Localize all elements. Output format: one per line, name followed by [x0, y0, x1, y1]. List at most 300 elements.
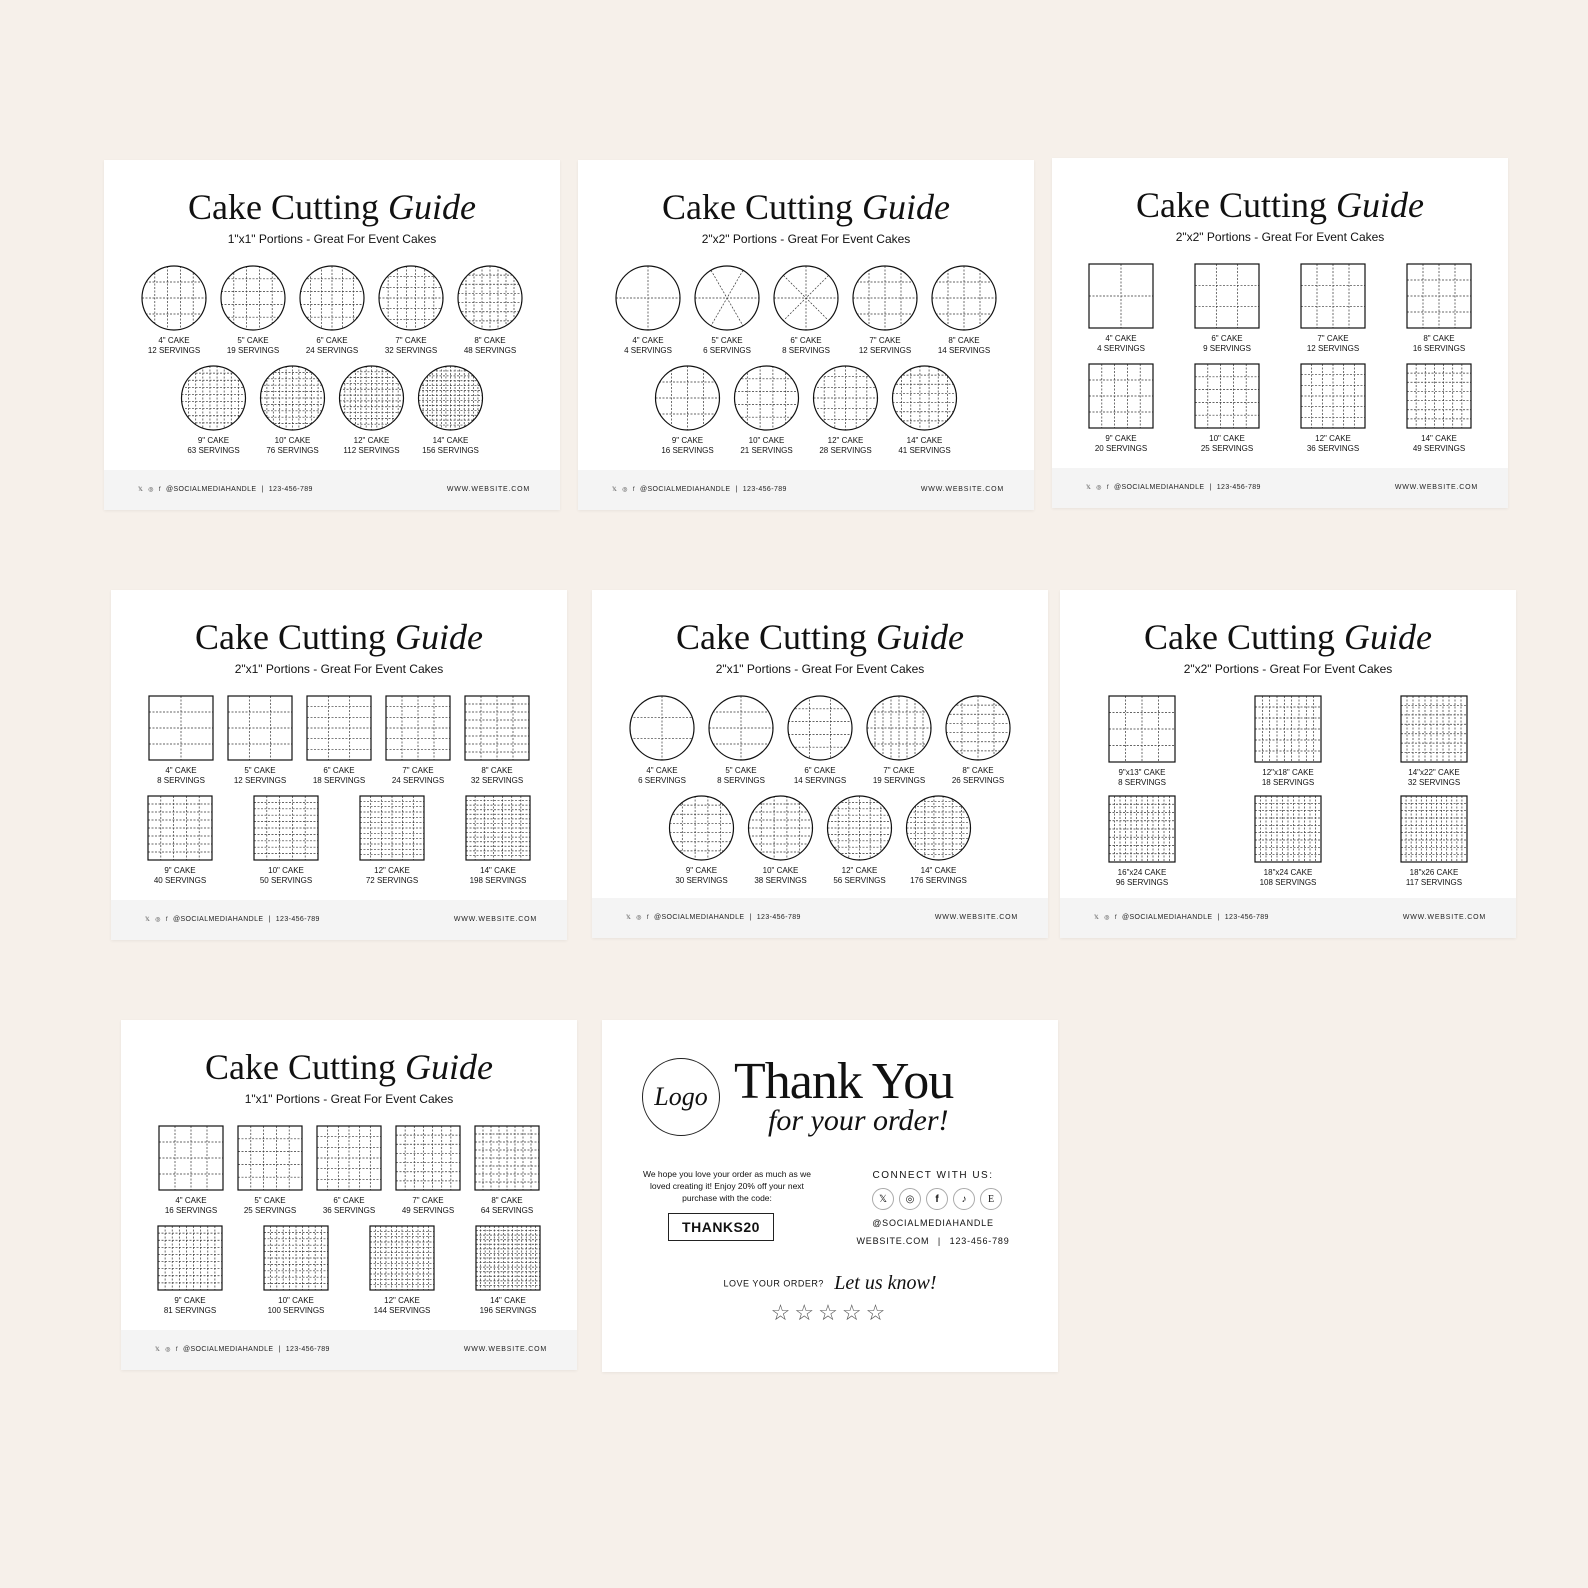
footer-social: 𝕏 ◎ f @SOCIALMEDIAHANDLE | 123-456-789	[145, 916, 320, 923]
cake-diagram	[148, 796, 212, 885]
servings-label: 32 SERVINGS	[1407, 778, 1461, 787]
servings-label: 20 SERVINGS	[1094, 444, 1148, 453]
cake-diagram	[419, 366, 483, 455]
x-icon[interactable]: 𝕏	[138, 487, 144, 493]
cake-size-label: 8" CAKE	[481, 766, 513, 775]
cake-size-label: 7" CAKE	[402, 766, 434, 775]
title-main: Cake Cutting	[1136, 185, 1327, 225]
diagram-area	[104, 258, 560, 474]
cake-diagram	[386, 696, 450, 785]
cake-diagram	[735, 366, 799, 455]
footer-social: 𝕏 ◎ f @SOCIALMEDIAHANDLE | 123-456-789	[612, 486, 787, 493]
cake-size-label: 7" CAKE	[395, 336, 427, 345]
cake-diagram	[709, 696, 773, 785]
cake-size-label: 10" CAKE	[278, 1296, 314, 1305]
servings-label: 14 SERVINGS	[937, 346, 991, 355]
servings-label: 6 SERVINGS	[638, 776, 686, 785]
cake-size-label: 4" CAKE	[165, 766, 197, 775]
cake-diagram	[158, 1226, 222, 1315]
cake-diagram	[1195, 364, 1259, 453]
cake-size-label: 12" CAKE	[353, 436, 390, 445]
cake-size-label: 14" CAKE	[432, 436, 469, 445]
cake-diagram	[379, 266, 443, 355]
star-icon[interactable]: ☆	[865, 1300, 890, 1325]
facebook-icon[interactable]: f	[175, 1346, 178, 1353]
cake-diagram	[814, 366, 878, 455]
footer-phone: 123-456-789	[285, 1346, 330, 1353]
cake-diagram	[907, 796, 971, 885]
servings-label: 40 SERVINGS	[153, 876, 207, 885]
servings-label: 26 SERVINGS	[951, 776, 1005, 785]
cake-diagram	[300, 266, 364, 355]
cake-diagrams	[1060, 688, 1516, 904]
guide-card-4	[111, 590, 567, 940]
cake-size-label: 9"x13" CAKE	[1118, 768, 1166, 777]
guide-card-6	[1060, 590, 1516, 938]
servings-label: 8 SERVINGS	[782, 346, 830, 355]
guide-card-3	[1052, 158, 1508, 508]
servings-label: 19 SERVINGS	[872, 776, 926, 785]
cake-size-label: 8" CAKE	[948, 336, 980, 345]
cake-diagram	[476, 1226, 540, 1315]
cake-diagram	[695, 266, 759, 355]
servings-label: 25 SERVINGS	[243, 1206, 297, 1215]
cake-diagram	[228, 696, 292, 785]
servings-label: 56 SERVINGS	[833, 876, 886, 885]
footer-social: 𝕏 ◎ f @SOCIALMEDIAHANDLE | 123-456-789	[1086, 484, 1261, 491]
title-em: Guide	[396, 1047, 493, 1087]
servings-label: 24 SERVINGS	[391, 776, 445, 785]
footer-phone: 123-456-789	[268, 486, 313, 493]
star-icon[interactable]: ☆	[794, 1300, 819, 1325]
card-subtitle: 2"x1" Portions - Great For Event Cakes	[715, 662, 925, 676]
cake-size-label: 6" CAKE	[316, 336, 348, 345]
star-icon[interactable]: ☆	[818, 1300, 842, 1325]
cake-diagram	[630, 696, 694, 785]
cake-size-label: 4" CAKE	[1105, 334, 1137, 343]
cake-size-label: 7" CAKE	[1317, 334, 1349, 343]
card-footer	[1052, 468, 1508, 508]
thank-you-title: Thank You	[734, 1053, 954, 1110]
title-em: Guide	[867, 617, 964, 657]
star-icon[interactable]: ☆	[841, 1300, 866, 1325]
title-em: Guide	[853, 187, 950, 227]
cake-size-label: 5" CAKE	[711, 336, 743, 345]
cake-size-label: 6" CAKE	[790, 336, 822, 345]
cake-diagram	[774, 266, 838, 355]
servings-label: 19 SERVINGS	[226, 346, 280, 355]
servings-label: 49 SERVINGS	[401, 1206, 455, 1215]
cake-size-label: 7" CAKE	[883, 766, 915, 775]
servings-label: 12 SERVINGS	[1306, 344, 1360, 353]
cake-diagram	[1089, 264, 1153, 353]
cake-diagram	[616, 266, 680, 355]
footer-website[interactable]: WWW.WEBSITE.COM	[453, 916, 537, 923]
diagram-area	[121, 1118, 577, 1334]
facebook-icon[interactable]: f	[165, 916, 168, 923]
title-main: Cake Cutting	[205, 1047, 396, 1087]
cake-diagram	[458, 266, 522, 355]
footer-social: 𝕏 ◎ f @SOCIALMEDIAHANDLE | 123-456-789	[1094, 914, 1269, 921]
cake-diagram	[1255, 796, 1321, 887]
servings-label: 117 SERVINGS	[1405, 878, 1463, 887]
servings-label: 76 SERVINGS	[266, 446, 319, 455]
logo-text: Logo	[654, 1082, 708, 1111]
footer-phone: 123-456-789	[742, 486, 787, 493]
title-em: Guide	[1327, 185, 1424, 225]
cake-size-label: 12" CAKE	[384, 1296, 420, 1305]
servings-label: 8 SERVINGS	[157, 776, 205, 785]
cake-size-label: 4" CAKE	[175, 1196, 207, 1205]
cake-diagram	[370, 1226, 434, 1315]
instagram-icon[interactable]: ◎	[636, 915, 642, 921]
servings-label: 16 SERVINGS	[1412, 344, 1466, 353]
cake-size-label: 16"x24 CAKE	[1117, 868, 1167, 877]
thank-you-message: We hope you love your order as much as we loved creating it! Enjoy 20% off your next purchase with the code:	[642, 1169, 812, 1203]
cake-diagram	[221, 266, 285, 355]
cake-size-label: 12" CAKE	[1315, 434, 1351, 443]
servings-label: 64 SERVINGS	[480, 1206, 534, 1215]
cake-size-label: 9" CAKE	[1105, 434, 1137, 443]
cake-diagrams	[578, 258, 1034, 474]
servings-label: 196 SERVINGS	[479, 1306, 537, 1315]
card-subtitle: 1"x1" Portions - Great For Event Cakes	[227, 232, 437, 246]
servings-label: 12 SERVINGS	[858, 346, 912, 355]
servings-label: 36 SERVINGS	[1306, 444, 1360, 453]
cake-diagram	[1109, 696, 1175, 787]
servings-label: 144 SERVINGS	[373, 1306, 431, 1315]
social-handle: @SOCIALMEDIAHANDLE	[872, 1218, 994, 1228]
servings-label: 6 SERVINGS	[703, 346, 751, 355]
thank-you-card	[602, 1020, 1058, 1372]
servings-label: 112 SERVINGS	[343, 446, 400, 455]
servings-label: 72 SERVINGS	[365, 876, 419, 885]
cake-diagram	[182, 366, 246, 455]
instagram-icon[interactable]: ◎	[622, 487, 628, 493]
cake-size-label: 18"x26 CAKE	[1409, 868, 1459, 877]
cake-diagram	[893, 366, 957, 455]
servings-label: 32 SERVINGS	[470, 776, 524, 785]
cake-size-label: 8" CAKE	[474, 336, 506, 345]
guide-card-1	[104, 160, 560, 510]
footer-website[interactable]: WWW.WEBSITE.COM	[934, 914, 1018, 921]
cake-diagram	[828, 796, 892, 885]
cake-diagram	[466, 796, 530, 885]
cake-diagram	[396, 1126, 460, 1215]
footer-website[interactable]: WWW.WEBSITE.COM	[1394, 484, 1478, 491]
x-icon[interactable]: 𝕏	[626, 915, 632, 921]
cake-diagram	[317, 1126, 381, 1215]
cake-size-label: 7" CAKE	[412, 1196, 444, 1205]
x-icon[interactable]: 𝕏	[145, 917, 151, 923]
discount-code: THANKS20	[668, 1213, 774, 1241]
connect-label: CONNECT WITH US:	[872, 1170, 994, 1181]
instagram-icon[interactable]: ◎	[1096, 485, 1102, 491]
love-your-order	[602, 1272, 1058, 1295]
card-subtitle: 1"x1" Portions - Great For Event Cakes	[244, 1092, 454, 1106]
cake-size-label: 12" CAKE	[374, 866, 410, 875]
cake-size-label: 14" CAKE	[906, 436, 943, 445]
cake-size-label: 5" CAKE	[237, 336, 269, 345]
title-main: Cake Cutting	[188, 187, 379, 227]
cake-diagram	[142, 266, 206, 355]
card-title	[104, 186, 560, 228]
guide-card-5	[592, 590, 1048, 938]
cake-diagram	[1195, 264, 1259, 353]
footer-phone: 123-456-789	[275, 916, 320, 923]
cake-diagram	[261, 366, 325, 455]
cake-diagram	[149, 696, 213, 785]
servings-label: 14 SERVINGS	[793, 776, 847, 785]
card-footer	[592, 898, 1048, 938]
website-phone: WEBSITE.COM | 123-456-789	[856, 1236, 1010, 1246]
card-footer	[121, 1330, 577, 1370]
instagram-icon[interactable]: ◎	[899, 1188, 921, 1210]
cake-diagrams	[592, 688, 1048, 904]
servings-label: 96 SERVINGS	[1115, 878, 1169, 887]
x-icon[interactable]: 𝕏	[612, 487, 618, 493]
x-icon[interactable]: 𝕏	[155, 1347, 161, 1353]
servings-label: 156 SERVINGS	[422, 446, 479, 455]
cake-diagrams	[121, 1118, 577, 1334]
cake-size-label: 5" CAKE	[725, 766, 757, 775]
cake-size-label: 9" CAKE	[685, 866, 718, 875]
footer-handle: @SOCIALMEDIAHANDLE	[1113, 484, 1205, 491]
cake-size-label: 4" CAKE	[632, 336, 664, 345]
diagram-area	[1060, 688, 1516, 904]
servings-label: 16 SERVINGS	[164, 1206, 218, 1215]
cake-size-label: 10" CAKE	[268, 866, 304, 875]
guide-card-2	[578, 160, 1034, 510]
servings-label: 48 SERVINGS	[463, 346, 517, 355]
footer-website[interactable]: WWW.WEBSITE.COM	[463, 1346, 547, 1353]
servings-label: 24 SERVINGS	[305, 346, 359, 355]
servings-label: 63 SERVINGS	[187, 446, 240, 455]
footer-handle: @SOCIALMEDIAHANDLE	[639, 486, 731, 493]
servings-label: 176 SERVINGS	[910, 876, 967, 885]
servings-label: 9 SERVINGS	[1203, 344, 1251, 353]
cake-diagram	[867, 696, 931, 785]
cake-diagram	[1301, 264, 1365, 353]
title-main: Cake Cutting	[676, 617, 867, 657]
footer-phone: 123-456-789	[1224, 914, 1269, 921]
servings-label: 32 SERVINGS	[384, 346, 438, 355]
card-subtitle: 2"x1" Portions - Great For Event Cakes	[234, 662, 444, 676]
servings-label: 16 SERVINGS	[661, 446, 714, 455]
footer-handle: @SOCIALMEDIAHANDLE	[172, 916, 264, 923]
cake-diagram	[340, 366, 404, 455]
servings-label: 8 SERVINGS	[1118, 778, 1166, 787]
diagram-area	[111, 688, 567, 904]
facebook-icon[interactable]: f	[646, 914, 649, 921]
instagram-icon[interactable]: ◎	[1104, 915, 1110, 921]
footer-social: 𝕏 ◎ f @SOCIALMEDIAHANDLE | 123-456-789	[155, 1346, 330, 1353]
cake-diagram	[1089, 364, 1153, 453]
footer-website[interactable]: WWW.WEBSITE.COM	[1402, 914, 1486, 921]
cake-size-label: 8" CAKE	[962, 766, 994, 775]
cake-diagram	[254, 796, 318, 885]
servings-label: 30 SERVINGS	[675, 876, 728, 885]
facebook-icon[interactable]: f	[158, 486, 161, 493]
cake-diagrams	[111, 688, 567, 904]
servings-label: 4 SERVINGS	[624, 346, 672, 355]
cake-diagram	[749, 796, 813, 885]
servings-label: 25 SERVINGS	[1200, 444, 1254, 453]
logo	[642, 1058, 720, 1136]
phone-text: 123-456-789	[949, 1236, 1010, 1246]
cake-size-label: 7" CAKE	[869, 336, 901, 345]
cake-diagram	[465, 696, 529, 785]
cake-size-label: 12"x18" CAKE	[1262, 768, 1314, 777]
cake-diagram	[360, 796, 424, 885]
servings-label: 49 SERVINGS	[1412, 444, 1466, 453]
card-subtitle: 2"x2" Portions - Great For Event Cakes	[1175, 230, 1385, 244]
instagram-icon[interactable]: ◎	[155, 917, 161, 923]
servings-label: 36 SERVINGS	[322, 1206, 376, 1215]
footer-website[interactable]: WWW.WEBSITE.COM	[920, 486, 1004, 493]
cake-diagram	[1109, 796, 1175, 887]
cake-diagrams	[104, 258, 560, 474]
card-title	[592, 616, 1048, 658]
social-icons	[872, 1188, 1002, 1210]
servings-label: 28 SERVINGS	[819, 446, 872, 455]
footer-social: 𝕏 ◎ f @SOCIALMEDIAHANDLE | 123-456-789	[138, 486, 313, 493]
cake-diagram	[264, 1226, 328, 1315]
tiktok-icon[interactable]: ♪	[953, 1188, 975, 1210]
cake-diagram	[1401, 696, 1467, 787]
cake-size-label: 6" CAKE	[333, 1196, 365, 1205]
cake-size-label: 14"x22" CAKE	[1408, 768, 1460, 777]
card-title	[578, 186, 1034, 228]
cake-diagram	[788, 696, 852, 785]
cake-diagram	[670, 796, 734, 885]
title-em: Guide	[386, 617, 483, 657]
footer-handle: @SOCIALMEDIAHANDLE	[182, 1346, 274, 1353]
footer-social: 𝕏 ◎ f @SOCIALMEDIAHANDLE | 123-456-789	[626, 914, 801, 921]
footer-phone: 123-456-789	[1216, 484, 1261, 491]
cake-size-label: 10" CAKE	[762, 866, 799, 875]
servings-label: 108 SERVINGS	[1259, 878, 1317, 887]
title-em: Guide	[1335, 617, 1432, 657]
instagram-icon[interactable]: ◎	[165, 1347, 171, 1353]
diagram-area	[592, 688, 1048, 904]
title-em: Guide	[379, 187, 476, 227]
cake-diagram	[159, 1126, 223, 1215]
website-text: WEBSITE.COM	[856, 1236, 930, 1246]
servings-label: 4 SERVINGS	[1097, 344, 1145, 353]
facebook-icon[interactable]: f	[632, 486, 635, 493]
servings-label: 41 SERVINGS	[898, 446, 951, 455]
servings-label: 50 SERVINGS	[259, 876, 313, 885]
cake-size-label: 4" CAKE	[158, 336, 190, 345]
cake-diagram	[1407, 364, 1471, 453]
guide-card-7	[121, 1020, 577, 1370]
thank-you-subtitle: for your order!	[768, 1104, 949, 1137]
cake-size-label: 8" CAKE	[491, 1196, 523, 1205]
cake-diagram	[853, 266, 917, 355]
x-icon[interactable]: 𝕏	[872, 1188, 894, 1210]
cake-size-label: 9" CAKE	[164, 866, 196, 875]
cake-diagram	[656, 366, 720, 455]
card-footer	[578, 470, 1034, 510]
card-title	[121, 1046, 577, 1088]
cake-size-label: 9" CAKE	[197, 436, 230, 445]
diagram-area	[578, 258, 1034, 474]
facebook-icon[interactable]: f	[926, 1188, 948, 1210]
cake-diagram	[946, 696, 1010, 785]
cake-diagram	[307, 696, 371, 785]
cake-size-label: 9" CAKE	[671, 436, 704, 445]
cake-size-label: 14" CAKE	[920, 866, 957, 875]
card-subtitle: 2"x2" Portions - Great For Event Cakes	[1183, 662, 1393, 676]
card-title	[1060, 616, 1516, 658]
card-title	[1052, 184, 1508, 226]
title-main: Cake Cutting	[195, 617, 386, 657]
cake-size-label: 5" CAKE	[254, 1196, 286, 1205]
cake-size-label: 9" CAKE	[174, 1296, 206, 1305]
cake-size-label: 12" CAKE	[827, 436, 864, 445]
cake-size-label: 6" CAKE	[1211, 334, 1243, 343]
let-us-know: Let us know!	[834, 1272, 937, 1294]
cake-diagram	[475, 1126, 539, 1215]
x-icon[interactable]: 𝕏	[1094, 915, 1100, 921]
servings-label: 81 SERVINGS	[163, 1306, 217, 1315]
diagram-area	[1052, 256, 1508, 472]
footer-website[interactable]: WWW.WEBSITE.COM	[446, 486, 530, 493]
cake-diagram	[1255, 696, 1321, 787]
cake-size-label: 14" CAKE	[490, 1296, 526, 1305]
cake-diagram	[238, 1126, 302, 1215]
instagram-icon[interactable]: ◎	[148, 487, 154, 493]
card-title	[111, 616, 567, 658]
x-icon[interactable]: 𝕏	[1086, 485, 1092, 491]
cake-diagram	[1401, 796, 1467, 887]
love-question: LOVE YOUR ORDER?	[723, 1278, 824, 1289]
servings-label: 12 SERVINGS	[147, 346, 201, 355]
footer-handle: @SOCIALMEDIAHANDLE	[653, 914, 745, 921]
servings-label: 38 SERVINGS	[754, 876, 807, 885]
footer-handle: @SOCIALMEDIAHANDLE	[165, 486, 257, 493]
cake-size-label: 10" CAKE	[274, 436, 311, 445]
servings-label: 198 SERVINGS	[469, 876, 527, 885]
title-main: Cake Cutting	[1144, 617, 1335, 657]
cake-diagram	[1407, 264, 1471, 353]
etsy-icon[interactable]: E	[980, 1188, 1002, 1210]
card-subtitle: 2"x2" Portions - Great For Event Cakes	[701, 232, 911, 246]
card-footer	[104, 470, 560, 510]
cake-size-label: 12" CAKE	[841, 866, 878, 875]
facebook-icon[interactable]: f	[1114, 914, 1117, 921]
facebook-icon[interactable]: f	[1106, 484, 1109, 491]
card-footer	[1060, 898, 1516, 938]
star-icon[interactable]: ☆	[770, 1300, 795, 1325]
cake-size-label: 18"x24 CAKE	[1263, 868, 1313, 877]
footer-phone: 123-456-789	[756, 914, 801, 921]
cake-diagram	[932, 266, 996, 355]
title-main: Cake Cutting	[662, 187, 853, 227]
cake-size-label: 14" CAKE	[480, 866, 516, 875]
cake-size-label: 4" CAKE	[646, 766, 678, 775]
cake-size-label: 14" CAKE	[1421, 434, 1457, 443]
cake-size-label: 6" CAKE	[323, 766, 355, 775]
star-rating[interactable]	[602, 1300, 1058, 1326]
cake-diagrams	[1052, 256, 1508, 472]
cake-diagram	[1301, 364, 1365, 453]
cake-size-label: 10" CAKE	[748, 436, 785, 445]
servings-label: 21 SERVINGS	[740, 446, 793, 455]
servings-label: 12 SERVINGS	[233, 776, 287, 785]
servings-label: 8 SERVINGS	[717, 776, 765, 785]
